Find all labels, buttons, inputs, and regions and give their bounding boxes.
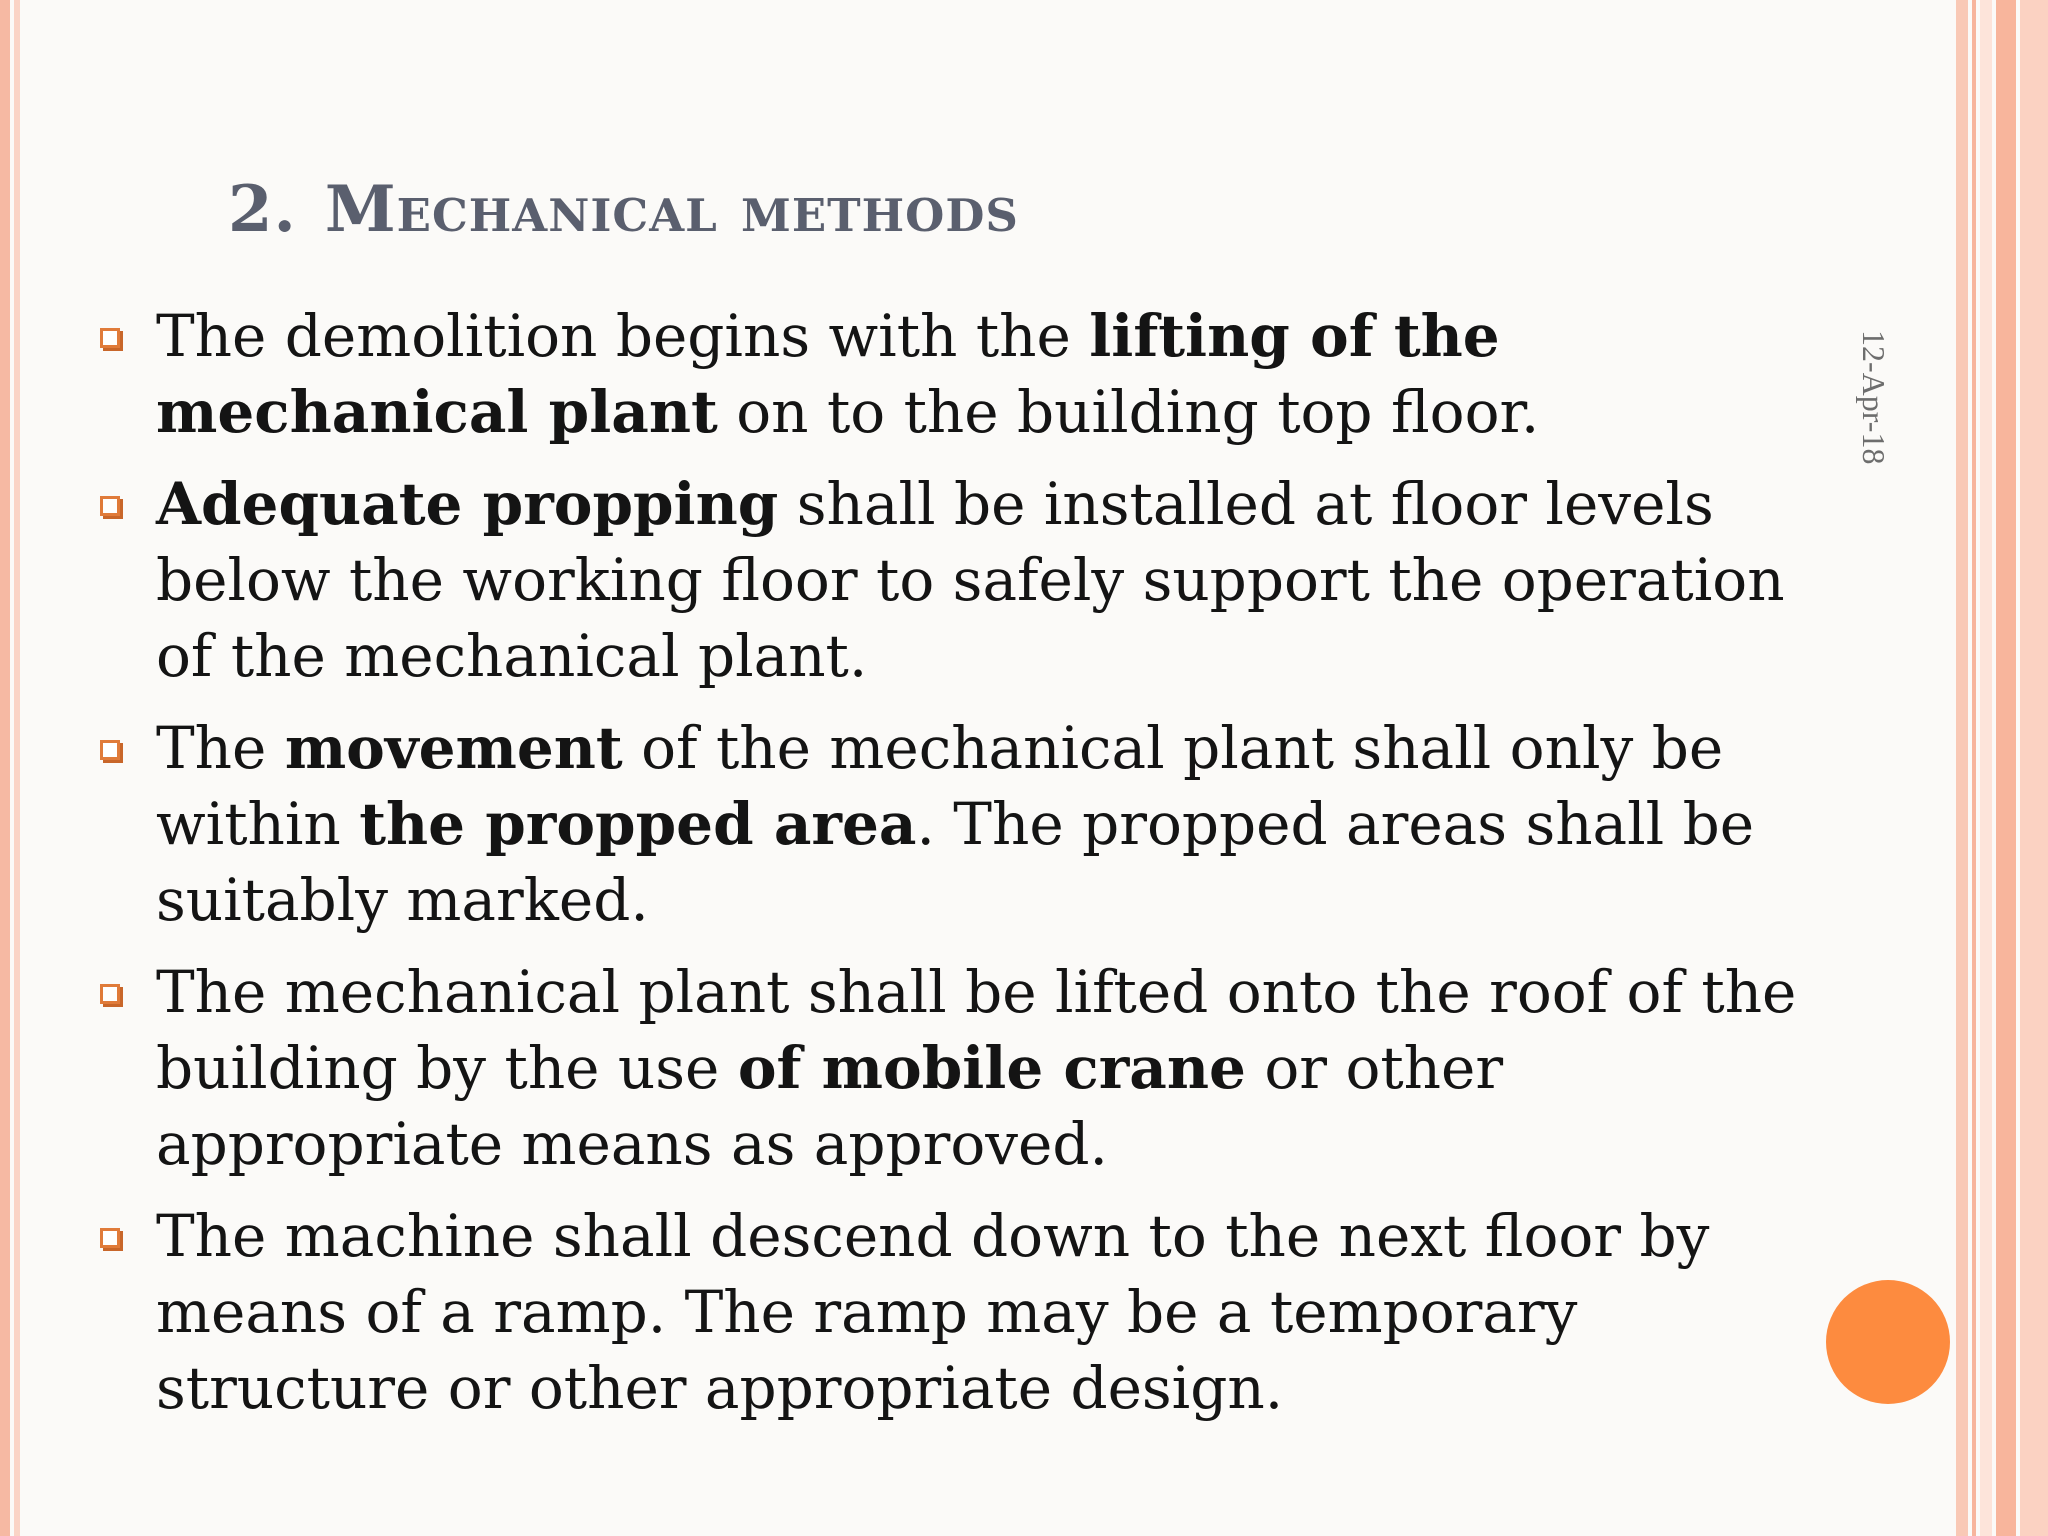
bullet-text: of the mechanical plant shall only be within [156,714,1724,858]
bullet-text: shall be installed at floor levels below the working floor to safely support the operation of the mechanical plant. [156,470,1785,690]
right-border-stripe [1956,0,1968,1536]
bullet-item [96,298,1856,450]
square-bullet-icon [100,328,120,348]
bullet-text: . The propped areas shall be suitably marked. [156,790,1755,934]
left-border-stripe-inner [14,0,20,1536]
bullet-emphasis: the propped area [359,790,917,858]
bullet-list [96,298,1856,1442]
square-bullet-icon [100,1228,120,1248]
decorative-orange-circle [1826,1280,1950,1404]
slide-date: 12-Apr-18 [1856,330,1892,465]
bullet-text: The machine shall descend down to the next floor by means of a ramp. The ramp may be a temporary structure or other appropriate design. [156,1202,1710,1422]
bullet-emphasis: Adequate propping [156,470,779,538]
right-border-stripe [1980,0,1992,1536]
bullet-item [96,466,1856,694]
bullet-item [96,710,1856,938]
bullet-text: or other appropriate means as approved. [156,1034,1504,1178]
slide-title-number: 2. [228,172,297,247]
right-border-stripe [1996,0,2016,1536]
slide-title [228,172,1019,247]
left-border-stripe [0,0,10,1536]
bullet-text: The demolition begins with the [156,302,1090,370]
bullet-text: The [156,714,285,782]
square-bullet-icon [100,984,120,1004]
bullet-item [96,954,1856,1182]
right-border-stripe [1972,0,1976,1536]
slide-title-text: Mechanical methods [324,172,1019,247]
bullet-emphasis: movement [284,714,623,782]
bullet-item [96,1198,1856,1426]
square-bullet-icon [100,496,120,516]
right-border-stripe [2020,0,2048,1536]
bullet-emphasis: lifting of the mechanical plant [156,302,1500,446]
bullet-text: The mechanical plant shall be lifted onto the roof of the building by the use [156,958,1797,1102]
bullet-text: on to the building top floor. [717,378,1540,446]
square-bullet-icon [100,740,120,760]
bullet-emphasis: of mobile crane [737,1034,1246,1102]
